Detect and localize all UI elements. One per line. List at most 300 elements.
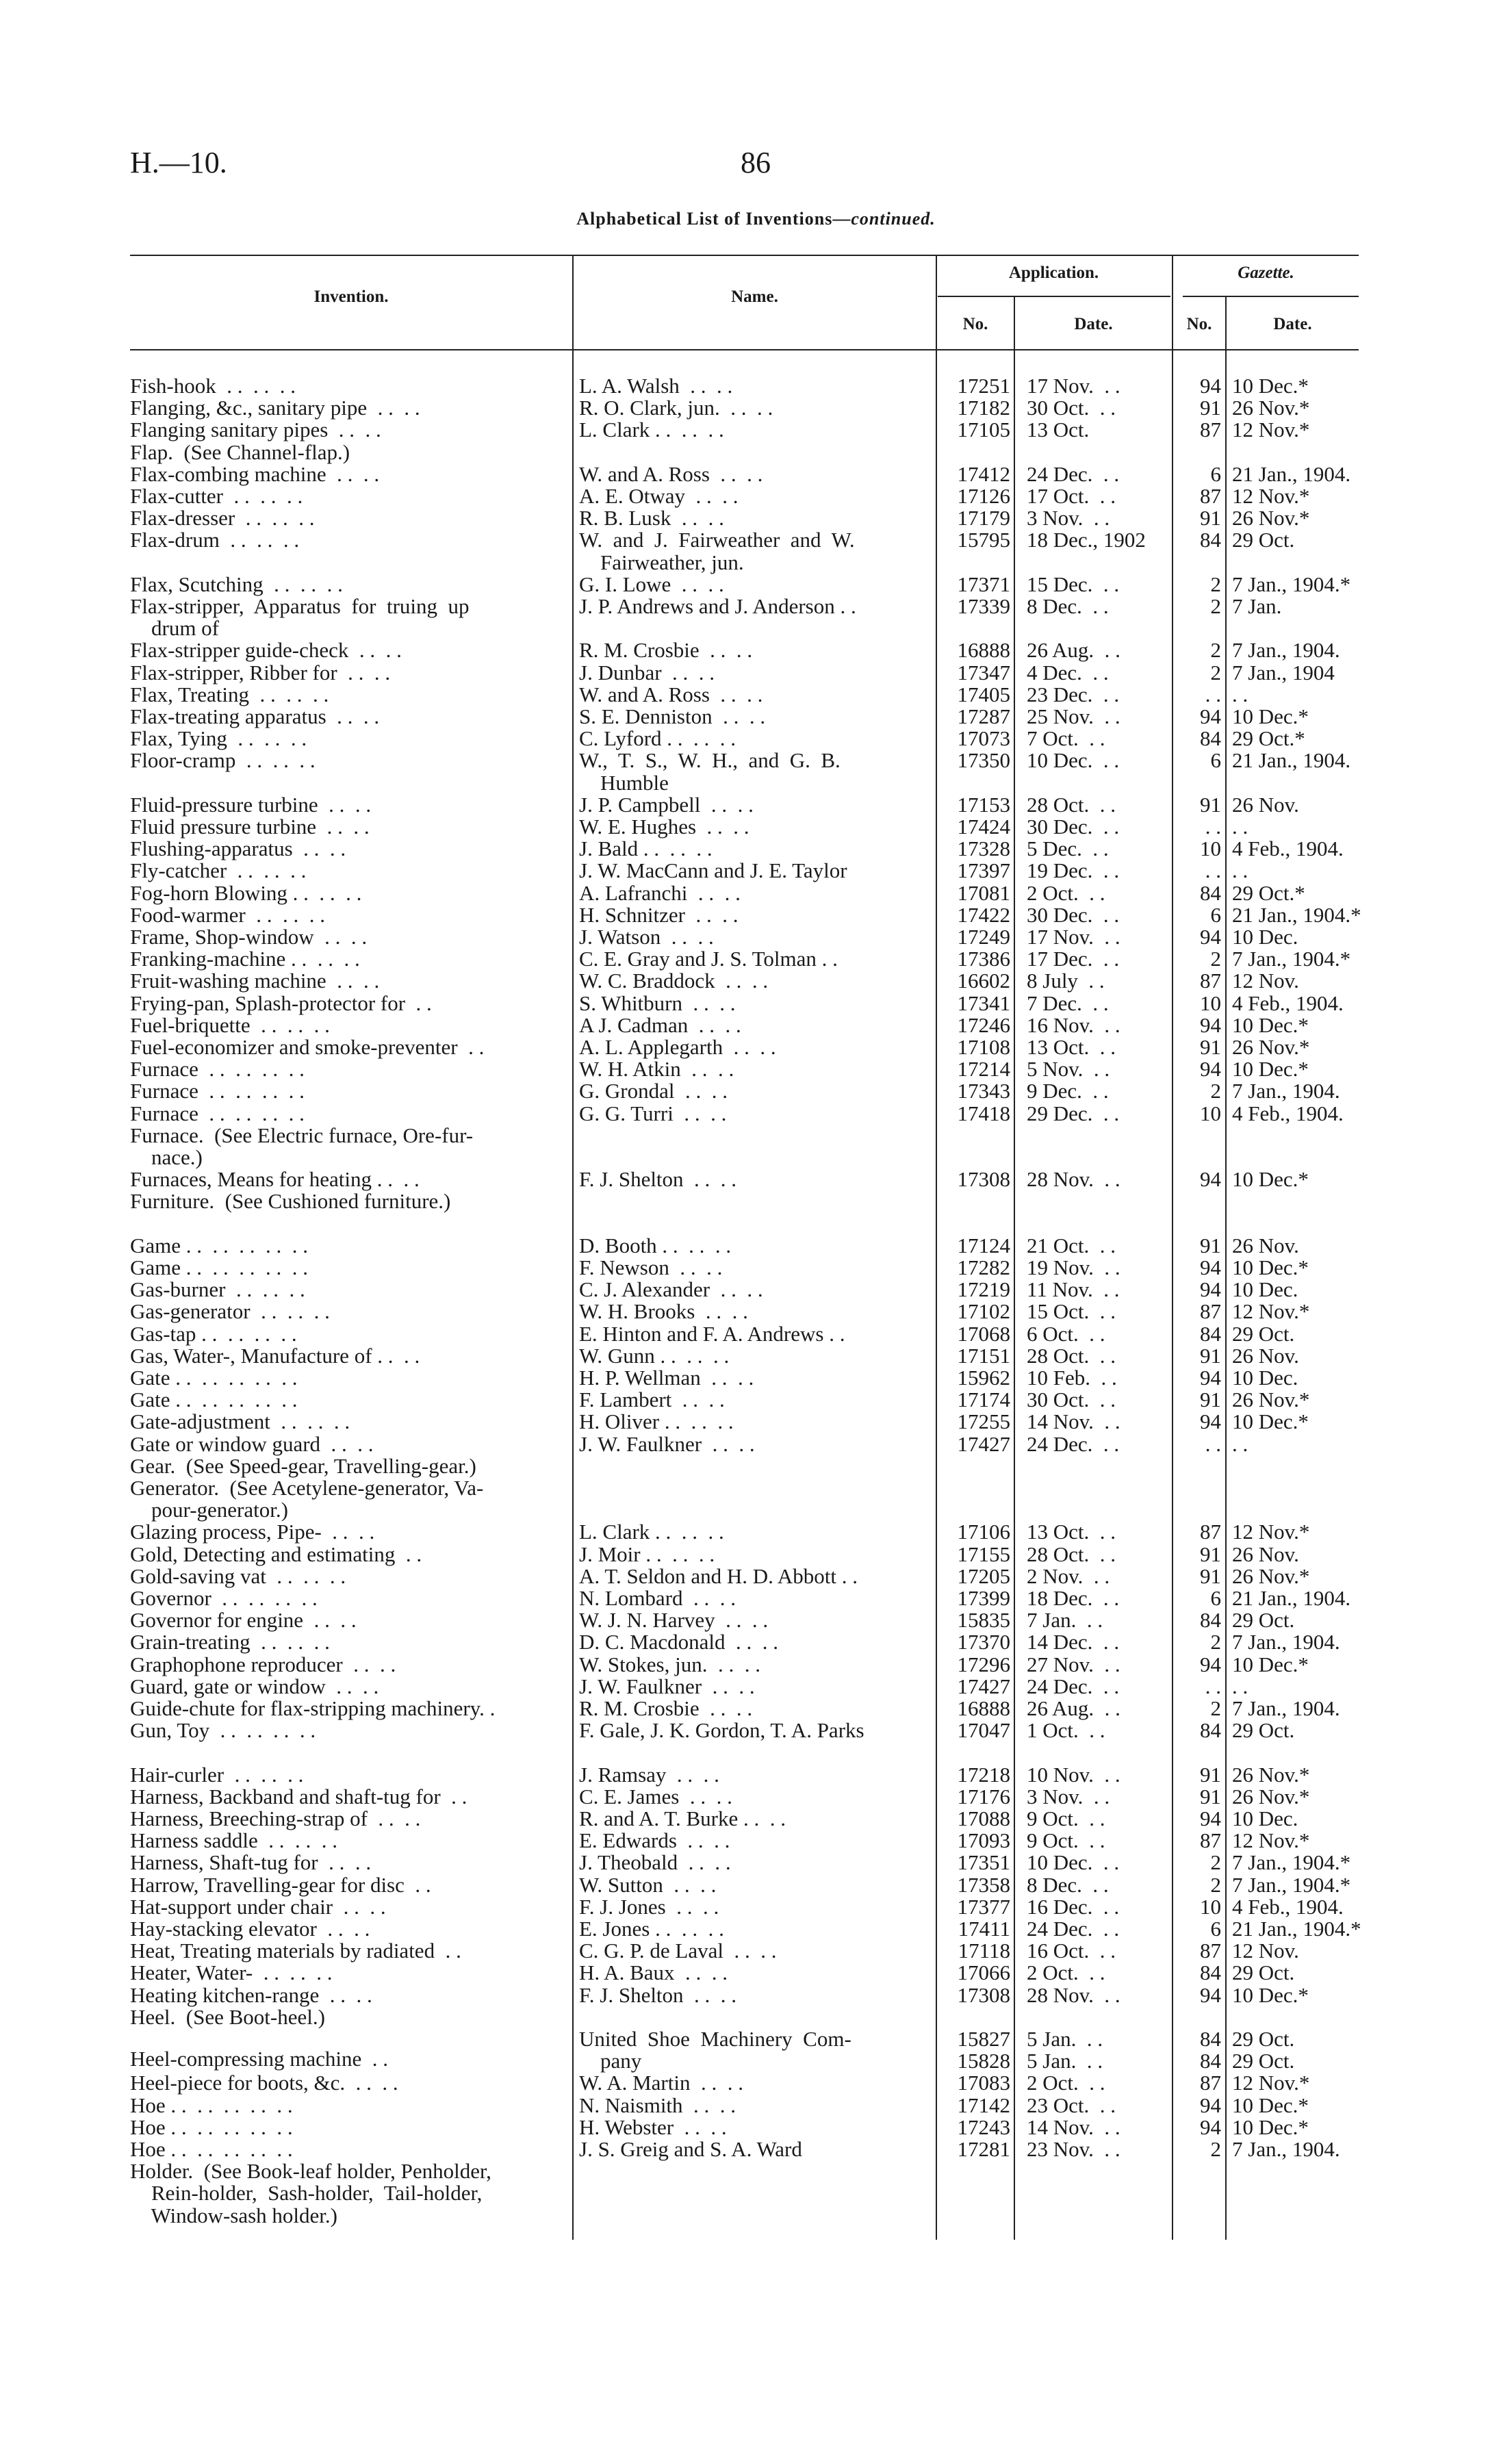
gazette-number-cell: 2 (1210, 1872, 1221, 1897)
gazette-number-cell: 91 (1200, 792, 1221, 817)
name-cell: United Shoe Machinery Com- (579, 2027, 851, 2051)
application-number-cell: 17068 (957, 1321, 1010, 1346)
gazette-date-cell: 29 Oct.* (1232, 880, 1305, 905)
gazette-number-cell: 91 (1200, 1388, 1221, 1412)
gazette-date-cell: 29 Oct. (1232, 528, 1295, 552)
invention-cell: Game . . . . . . . . . . (130, 1233, 309, 1257)
gazette-date-cell: 10 Dec.* (1232, 1012, 1309, 1037)
gazette-date-cell: 7 Jan., 1904. (1232, 1696, 1340, 1720)
name-cell: W. and A. Ross . . . . (579, 682, 763, 706)
gazette-date-cell: 26 Nov.* (1232, 1388, 1310, 1412)
application-number-cell: 17073 (957, 726, 1010, 751)
name-cell: G. G. Turri . . . . (579, 1101, 727, 1125)
gazette-number-cell: 94 (1200, 1366, 1221, 1390)
application-date-cell: 10 Dec. . . (1027, 748, 1120, 773)
application-number-cell: 16602 (957, 969, 1010, 993)
gazette-number-cell: 94 (1200, 1012, 1221, 1037)
name-cell: J. Theobald . . . . (579, 1850, 731, 1875)
application-date-cell: 23 Dec. . . (1027, 682, 1120, 706)
gazette-date-cell: 21 Jan., 1904. (1232, 461, 1351, 486)
application-date-cell: 28 Oct. . . (1027, 1542, 1116, 1566)
name-cell: W. and A. Ross . . . . (579, 461, 763, 486)
name-cell: E. Edwards . . . . (579, 1828, 730, 1853)
invention-cell: Gear. (See Speed-gear, Travelling-gear.) (130, 1453, 476, 1478)
gazette-number-cell: 87 (1200, 1939, 1221, 1963)
application-date-cell: 17 Oct. . . (1027, 484, 1116, 508)
gazette-number-cell: 84 (1200, 1960, 1221, 1985)
application-date-cell: 28 Oct. . . (1027, 792, 1116, 817)
application-date-cell: 13 Oct. . . (1027, 1520, 1116, 1544)
gazette-date-cell: 10 Dec.* (1232, 374, 1309, 398)
gazette-number-cell: 2 (1210, 1850, 1221, 1875)
invention-cell: Heel. (See Boot-heel.) (130, 2004, 325, 2029)
gazette-number-cell: 94 (1200, 925, 1221, 949)
invention-cell: Flushing-apparatus . . . . (130, 836, 346, 861)
column-header-gazette: Gazette. (1238, 264, 1294, 282)
application-date-cell: 14 Nov. . . (1027, 1409, 1120, 1434)
gazette-number-cell: 91 (1200, 1784, 1221, 1809)
application-number-cell: 17081 (957, 880, 1010, 905)
application-number-cell: 17219 (957, 1277, 1010, 1302)
name-cell: H. Schnitzer . . . . (579, 902, 739, 927)
gazette-number-cell: 84 (1200, 880, 1221, 905)
invention-cell: Fuel-economizer and smoke-preventer . . (130, 1035, 485, 1059)
invention-cell: Gas, Water-, Manufacture of . . . . (130, 1343, 420, 1368)
invention-cell: Fuel-briquette . . . . . . (130, 1012, 330, 1037)
gazette-number-cell: 87 (1200, 1520, 1221, 1544)
gazette-number-cell: 10 (1200, 991, 1221, 1015)
application-number-cell: 17347 (957, 660, 1010, 685)
invention-cell: Flax-stripper, Ribber for . . . . (130, 660, 391, 685)
gazette-date-cell: 29 Oct. (1232, 1718, 1295, 1743)
invention-cell: Hair-curler . . . . . . (130, 1762, 304, 1787)
gazette-date-cell: 12 Nov.* (1232, 2071, 1310, 2095)
gazette-date-cell: 26 Nov.* (1232, 396, 1310, 420)
invention-cell: Gas-burner . . . . . . (130, 1277, 305, 1302)
gazette-number-cell: 10 (1200, 836, 1221, 861)
application-date-cell: 1 Oct. . . (1027, 1718, 1105, 1743)
section-code: H.—10. (130, 146, 227, 179)
name-cell: A J. Cadman . . . . (579, 1012, 741, 1037)
invention-cell: Harrow, Travelling-gear for disc . . (130, 1872, 431, 1897)
application-date-cell: 19 Dec. . . (1027, 858, 1120, 883)
gazette-number-cell: 10 (1200, 1894, 1221, 1919)
gazette-number-cell: 94 (1200, 1409, 1221, 1434)
column-header-app-date: Date. (1074, 315, 1113, 333)
gazette-number-cell: 2 (1210, 638, 1221, 663)
invention-cell: Fruit-washing machine . . . . (130, 969, 380, 993)
invention-cell: Flanging, &c., sanitary pipe . . . . (130, 396, 420, 420)
invention-cell: Flax-combing machine . . . . (130, 461, 380, 486)
name-cell: W. H. Brooks . . . . (579, 1299, 748, 1324)
gazette-date-cell: . . (1232, 1431, 1248, 1456)
invention-cell: Frame, Shop-window . . . . (130, 925, 368, 949)
application-number-cell: 15835 (957, 1608, 1010, 1633)
invention-cell: Flax, Scutching . . . . . . (130, 572, 343, 596)
gazette-date-cell: 10 Dec. (1232, 925, 1298, 949)
gazette-date-cell: 10 Dec.* (1232, 1982, 1309, 2007)
application-date-cell: 8 July . . (1027, 969, 1105, 993)
application-number-cell: 17371 (957, 572, 1010, 596)
name-cell: D. C. Macdonald . . . . (579, 1630, 779, 1654)
name-cell: W. Gunn . . . . . . (579, 1343, 730, 1368)
invention-cell: Furnace . . . . . . . . (130, 1079, 305, 1103)
application-date-cell: 6 Oct. . . (1027, 1321, 1105, 1346)
application-number-cell: 16888 (957, 1696, 1010, 1720)
application-number-cell: 17411 (958, 1917, 1010, 1941)
application-number-cell: 17339 (957, 594, 1010, 618)
gazette-date-cell: 12 Nov.* (1232, 1520, 1310, 1544)
application-number-cell: 17105 (957, 418, 1010, 442)
application-date-cell: 29 Dec. . . (1027, 1101, 1120, 1125)
gazette-date-cell: 10 Dec.* (1232, 1409, 1309, 1434)
application-number-cell: 17343 (957, 1079, 1010, 1103)
gazette-number-cell: 6 (1210, 461, 1221, 486)
application-number-cell: 17427 (957, 1674, 1010, 1698)
invention-cell: Furnace. (See Electric furnace, Ore-fur- (130, 1123, 474, 1147)
application-date-cell: 27 Nov. . . (1027, 1652, 1120, 1676)
invention-cell: Gold, Detecting and estimating . . (130, 1542, 422, 1566)
name-cell: C. J. Alexander . . . . (579, 1277, 763, 1302)
invention-cell: Fly-catcher . . . . . . (130, 858, 307, 883)
gazette-number-cell: 94 (1200, 2093, 1221, 2117)
gazette-number-cell: 87 (1200, 418, 1221, 442)
column-header-gaz-no: No. (1186, 315, 1212, 333)
invention-cell: Flax, Tying . . . . . . (130, 726, 307, 751)
invention-cell: Governor for engine . . . . (130, 1608, 357, 1633)
gazette-number-cell: 91 (1200, 1233, 1221, 1257)
name-cell: C. Lyford . . . . . . (579, 726, 736, 751)
application-number-cell: 17424 (957, 815, 1010, 839)
gazette-number-cell: 2 (1210, 1696, 1221, 1720)
gazette-date-cell: . . (1232, 858, 1248, 883)
application-date-cell: 18 Dec., 1902 (1027, 528, 1146, 552)
invention-cell: Food-warmer . . . . . . (130, 902, 325, 927)
name-cell: J. W. Faulkner . . . . (579, 1674, 755, 1698)
gazette-date-cell: . . (1232, 815, 1248, 839)
invention-cell: Hat-support under chair . . . . (130, 1894, 386, 1919)
name-cell: F. Gale, J. K. Gordon, T. A. Parks (579, 1718, 864, 1743)
application-date-cell: 23 Nov. . . (1027, 2137, 1120, 2161)
invention-cell: Grain-treating . . . . . . (130, 1630, 330, 1654)
gazette-date-cell: 4 Feb., 1904. (1232, 1894, 1344, 1919)
invention-cell: Gate . . . . . . . . . . (130, 1366, 298, 1390)
application-date-cell: 18 Dec. . . (1027, 1586, 1120, 1610)
gazette-date-cell: 26 Nov. (1232, 792, 1299, 817)
invention-cell: Heel-piece for boots, &c. . . . . (130, 2071, 398, 2095)
gazette-number-cell: 2 (1210, 1630, 1221, 1654)
name-cell: W. E. Hughes . . . . (579, 815, 749, 839)
gazette-number-cell: 91 (1200, 1542, 1221, 1566)
gazette-date-cell: 10 Dec. (1232, 1366, 1298, 1390)
application-date-cell: 24 Dec. . . (1027, 461, 1120, 486)
application-number-cell: 17341 (957, 991, 1010, 1015)
gazette-number-cell: 91 (1200, 1035, 1221, 1059)
application-date-cell: 11 Nov. . . (1027, 1277, 1120, 1302)
invention-cell: Hoe . . . . . . . . . . (130, 2137, 293, 2161)
application-number-cell: 17427 (957, 1431, 1010, 1456)
application-number-cell: 17251 (957, 374, 1010, 398)
name-cell: W. Stokes, jun. . . . . (579, 1652, 760, 1676)
name-cell: F. J. Jones . . . . (579, 1894, 719, 1919)
name-cell: J. W. MacCann and J. E. Taylor (579, 858, 847, 883)
application-date-cell: 10 Nov. . . (1027, 1762, 1120, 1787)
name-cell: J. P. Campbell . . . . (579, 792, 754, 817)
gazette-number-cell: 84 (1200, 1718, 1221, 1743)
application-date-cell: 4 Dec. . . (1027, 660, 1109, 685)
gazette-date-cell: 7 Jan., 1904 (1232, 660, 1335, 685)
application-number-cell: 17308 (957, 1167, 1010, 1192)
gazette-date-cell: 7 Jan., 1904. (1232, 1079, 1340, 1103)
invention-cell: nace.) (130, 1145, 203, 1169)
application-date-cell: 24 Dec. . . (1027, 1674, 1120, 1698)
gazette-number-cell: 87 (1200, 484, 1221, 508)
page-number: 86 (741, 146, 771, 179)
invention-cell: Glazing process, Pipe- . . . . (130, 1520, 375, 1544)
gazette-date-cell: 12 Nov. (1232, 969, 1299, 993)
gazette-number-cell: . . (1205, 858, 1221, 883)
application-date-cell: 2 Oct. . . (1027, 2071, 1105, 2095)
application-date-cell: 17 Nov. . . (1027, 374, 1120, 398)
application-date-cell: 30 Oct. . . (1027, 396, 1116, 420)
gazette-number-cell: 6 (1210, 902, 1221, 927)
gazette-number-cell: 91 (1200, 1343, 1221, 1368)
gazette-number-cell: 87 (1200, 2071, 1221, 2095)
gazette-number-cell: 94 (1200, 1255, 1221, 1279)
invention-cell: Gold-saving vat . . . . . . (130, 1563, 346, 1588)
gazette-date-cell: . . (1232, 1674, 1248, 1698)
gazette-date-cell: 7 Jan., 1904.* (1232, 947, 1351, 971)
application-number-cell: 17153 (957, 792, 1010, 817)
invention-cell: Hoe . . . . . . . . . . (130, 2114, 293, 2139)
application-number-cell: 17358 (957, 1872, 1010, 1897)
application-number-cell: 17255 (957, 1409, 1010, 1434)
invention-cell: Flax-stripper, Apparatus for truing up (130, 594, 470, 618)
application-number-cell: 17405 (957, 682, 1010, 706)
application-date-cell: 10 Dec. . . (1027, 1850, 1120, 1875)
gazette-date-cell: 12 Nov.* (1232, 1828, 1310, 1853)
gazette-date-cell: 29 Oct. (1232, 2049, 1295, 2073)
name-cell: G. I. Lowe . . . . (579, 572, 724, 596)
gazette-date-cell: 12 Nov.* (1232, 418, 1310, 442)
name-cell: A. Lafranchi . . . . (579, 880, 741, 905)
name-cell: J. Moir . . . . . . (579, 1542, 715, 1566)
application-number-cell: 15962 (957, 1366, 1010, 1390)
application-date-cell: 3 Nov. . . (1027, 1784, 1110, 1809)
gazette-date-cell: 7 Jan., 1904. (1232, 2137, 1340, 2161)
name-cell: F. Newson . . . . (579, 1255, 723, 1279)
application-number-cell: 17102 (957, 1299, 1010, 1324)
invention-cell: Graphophone reproducer . . . . (130, 1652, 396, 1676)
gazette-number-cell: 91 (1200, 396, 1221, 420)
application-date-cell: 25 Nov. . . (1027, 704, 1120, 728)
name-cell: E. Hinton and F. A. Andrews . . (579, 1321, 845, 1346)
application-number-cell: 17088 (957, 1806, 1010, 1830)
gazette-date-cell: 10 Dec.* (1232, 1255, 1309, 1279)
gazette-number-cell: 84 (1200, 2049, 1221, 2073)
gazette-date-cell: 4 Feb., 1904. (1232, 1101, 1344, 1125)
name-cell: S. Whitburn . . . . (579, 991, 736, 1015)
gazette-date-cell: 29 Oct.* (1232, 726, 1305, 751)
invention-cell: Gun, Toy . . . . . . . . (130, 1718, 316, 1743)
name-cell: H. Webster . . . . (579, 2114, 727, 2139)
invention-cell: Fluid pressure turbine . . . . (130, 815, 370, 839)
application-number-cell: 17083 (957, 2071, 1010, 2095)
application-date-cell: 17 Dec. . . (1027, 947, 1120, 971)
application-number-cell: 17422 (957, 902, 1010, 927)
name-cell: A. E. Otway . . . . (579, 484, 739, 508)
gazette-number-cell: 87 (1200, 1828, 1221, 1853)
gazette-date-cell: 10 Dec.* (1232, 2093, 1309, 2117)
application-date-cell: 30 Dec. . . (1027, 815, 1120, 839)
invention-cell: Flax-stripper guide-check . . . . (130, 638, 402, 663)
name-cell: W., T. S., W. H., and G. B. (579, 748, 841, 773)
application-number-cell: 17249 (957, 925, 1010, 949)
application-number-cell: 17328 (957, 836, 1010, 861)
application-number-cell: 17397 (957, 858, 1010, 883)
application-number-cell: 17370 (957, 1630, 1010, 1654)
name-cell: E. Jones . . . . . . (579, 1917, 724, 1941)
application-number-cell: 17155 (957, 1542, 1010, 1566)
invention-cell: Hay-stacking elevator . . . . (130, 1917, 370, 1941)
application-number-cell: 17386 (957, 947, 1010, 971)
application-number-cell: 17182 (957, 396, 1010, 420)
invention-cell: Heat, Treating materials by radiated . . (130, 1939, 461, 1963)
application-number-cell: 17151 (957, 1343, 1010, 1368)
application-date-cell: 24 Dec. . . (1027, 1431, 1120, 1456)
application-number-cell: 17218 (957, 1762, 1010, 1787)
name-cell: H. P. Wellman . . . . (579, 1366, 754, 1390)
application-number-cell: 17093 (957, 1828, 1010, 1853)
invention-cell: Furnace . . . . . . . . (130, 1057, 305, 1082)
gazette-number-cell: 91 (1200, 1563, 1221, 1588)
gazette-number-cell: 91 (1200, 1762, 1221, 1787)
column-header-invention: Invention. (313, 287, 389, 306)
gazette-date-cell: 4 Feb., 1904. (1232, 991, 1344, 1015)
invention-cell: Flanging sanitary pipes . . . . (130, 418, 381, 442)
application-number-cell: 15827 (957, 2027, 1010, 2051)
application-number-cell: 15828 (957, 2049, 1010, 2073)
name-cell: Humble (579, 770, 669, 795)
invention-cell: Guide-chute for flax-stripping machinery. . (130, 1696, 496, 1720)
application-number-cell: 17176 (957, 1784, 1010, 1809)
application-number-cell: 17124 (957, 1233, 1010, 1257)
application-date-cell: 5 Dec. . . (1027, 836, 1109, 861)
application-number-cell: 17126 (957, 484, 1010, 508)
invention-cell: drum of (130, 616, 220, 641)
gazette-date-cell: 26 Nov.* (1232, 1762, 1310, 1787)
invention-cell: Flax-treating apparatus . . . . (130, 704, 380, 728)
gazette-date-cell: 26 Nov. (1232, 1343, 1299, 1368)
gazette-date-cell: 26 Nov.* (1232, 506, 1310, 531)
gazette-date-cell: 29 Oct. (1232, 1608, 1295, 1633)
application-date-cell: 28 Nov. . . (1027, 1167, 1120, 1192)
gazette-date-cell: 12 Nov.* (1232, 1299, 1310, 1324)
application-date-cell: 3 Nov. . . (1027, 506, 1110, 531)
name-cell: A. L. Applegarth . . . . (579, 1035, 776, 1059)
invention-cell: Flax-cutter . . . . . . (130, 484, 303, 508)
invention-cell: Harness saddle . . . . . . (130, 1828, 338, 1853)
invention-cell: Franking-machine . . . . . . (130, 947, 360, 971)
application-number-cell: 17350 (957, 748, 1010, 773)
invention-cell: Furniture. (See Cushioned furniture.) (130, 1189, 451, 1214)
application-date-cell: 15 Oct. . . (1027, 1299, 1116, 1324)
gazette-date-cell: 21 Jan., 1904.* (1232, 902, 1361, 927)
invention-cell: Harness, Shaft-tug for . . . . (130, 1850, 372, 1875)
application-number-cell: 17246 (957, 1012, 1010, 1037)
gazette-date-cell: 26 Nov.* (1232, 1563, 1310, 1588)
gazette-number-cell: 2 (1210, 660, 1221, 685)
gazette-number-cell: 94 (1200, 1652, 1221, 1676)
application-date-cell: 5 Nov. . . (1027, 1057, 1110, 1082)
application-date-cell: 2 Oct. . . (1027, 880, 1105, 905)
invention-cell: Holder. (See Book-leaf holder, Penholder, (130, 2159, 491, 2184)
invention-cell: Flap. (See Channel-flap.) (130, 439, 350, 464)
application-number-cell: 17047 (957, 1718, 1010, 1743)
application-date-cell: 5 Jan. . . (1027, 2049, 1103, 2073)
application-number-cell: 17308 (957, 1982, 1010, 2007)
invention-cell: Frying-pan, Splash-protector for . . (130, 991, 432, 1015)
application-date-cell: 21 Oct. . . (1027, 1233, 1116, 1257)
invention-cell: Flax, Treating . . . . . . (130, 682, 329, 706)
gazette-number-cell: . . (1205, 1674, 1221, 1698)
gazette-number-cell: 2 (1210, 947, 1221, 971)
gazette-date-cell: 7 Jan., 1904. (1232, 638, 1340, 663)
name-cell: J. Dunbar . . . . (579, 660, 715, 685)
gazette-number-cell: 87 (1200, 969, 1221, 993)
application-number-cell: 17282 (957, 1255, 1010, 1279)
name-cell: R. B. Lusk . . . . (579, 506, 724, 531)
application-date-cell: 7 Oct. . . (1027, 726, 1105, 751)
gazette-date-cell: 10 Dec. (1232, 1806, 1298, 1830)
invention-cell: Floor-cramp . . . . . . (130, 748, 316, 773)
invention-cell: Harness, Breeching-strap of . . . . (130, 1806, 421, 1830)
gazette-date-cell: 12 Nov. (1232, 1939, 1299, 1963)
name-cell: W. A. Martin . . . . (579, 2071, 743, 2095)
gazette-date-cell: 10 Dec.* (1232, 1652, 1309, 1676)
name-cell: F. J. Shelton . . . . (579, 1982, 737, 2007)
gazette-date-cell: 21 Jan., 1904. (1232, 1586, 1351, 1610)
application-date-cell: 14 Nov. . . (1027, 2114, 1120, 2139)
gazette-number-cell: . . (1205, 1431, 1221, 1456)
name-cell: R. and A. T. Burke . . . . (579, 1806, 786, 1830)
name-cell: H. A. Baux . . . . (579, 1960, 728, 1985)
application-date-cell: 24 Dec. . . (1027, 1917, 1120, 1941)
gazette-number-cell: 6 (1210, 1917, 1221, 1941)
application-date-cell: 26 Aug. . . (1027, 638, 1120, 663)
application-number-cell: 17142 (957, 2093, 1010, 2117)
invention-cell: Heater, Water- . . . . . . (130, 1960, 333, 1985)
gazette-number-cell: . . (1205, 682, 1221, 706)
application-date-cell: 28 Nov. . . (1027, 1982, 1120, 2007)
gazette-date-cell: 26 Nov.* (1232, 1784, 1310, 1809)
gazette-number-cell: 2 (1210, 594, 1221, 618)
invention-cell: Hoe . . . . . . . . . . (130, 2093, 293, 2117)
invention-cell: Window-sash holder.) (130, 2203, 337, 2227)
invention-cell: Heel-compressing machine . . (130, 2046, 389, 2071)
gazette-number-cell: 94 (1200, 1277, 1221, 1302)
gazette-date-cell: 26 Nov.* (1232, 1035, 1310, 1059)
application-number-cell: 17377 (957, 1894, 1010, 1919)
application-date-cell: 13 Oct. (1027, 418, 1090, 442)
gazette-date-cell: 4 Feb., 1904. (1232, 836, 1344, 861)
name-cell: L. A. Walsh . . . . (579, 374, 733, 398)
application-number-cell: 17066 (957, 1960, 1010, 1985)
gazette-number-cell: 94 (1200, 704, 1221, 728)
column-header-name: Name. (731, 287, 778, 306)
application-number-cell: 17296 (957, 1652, 1010, 1676)
invention-cell: pour-generator.) (130, 1498, 288, 1522)
